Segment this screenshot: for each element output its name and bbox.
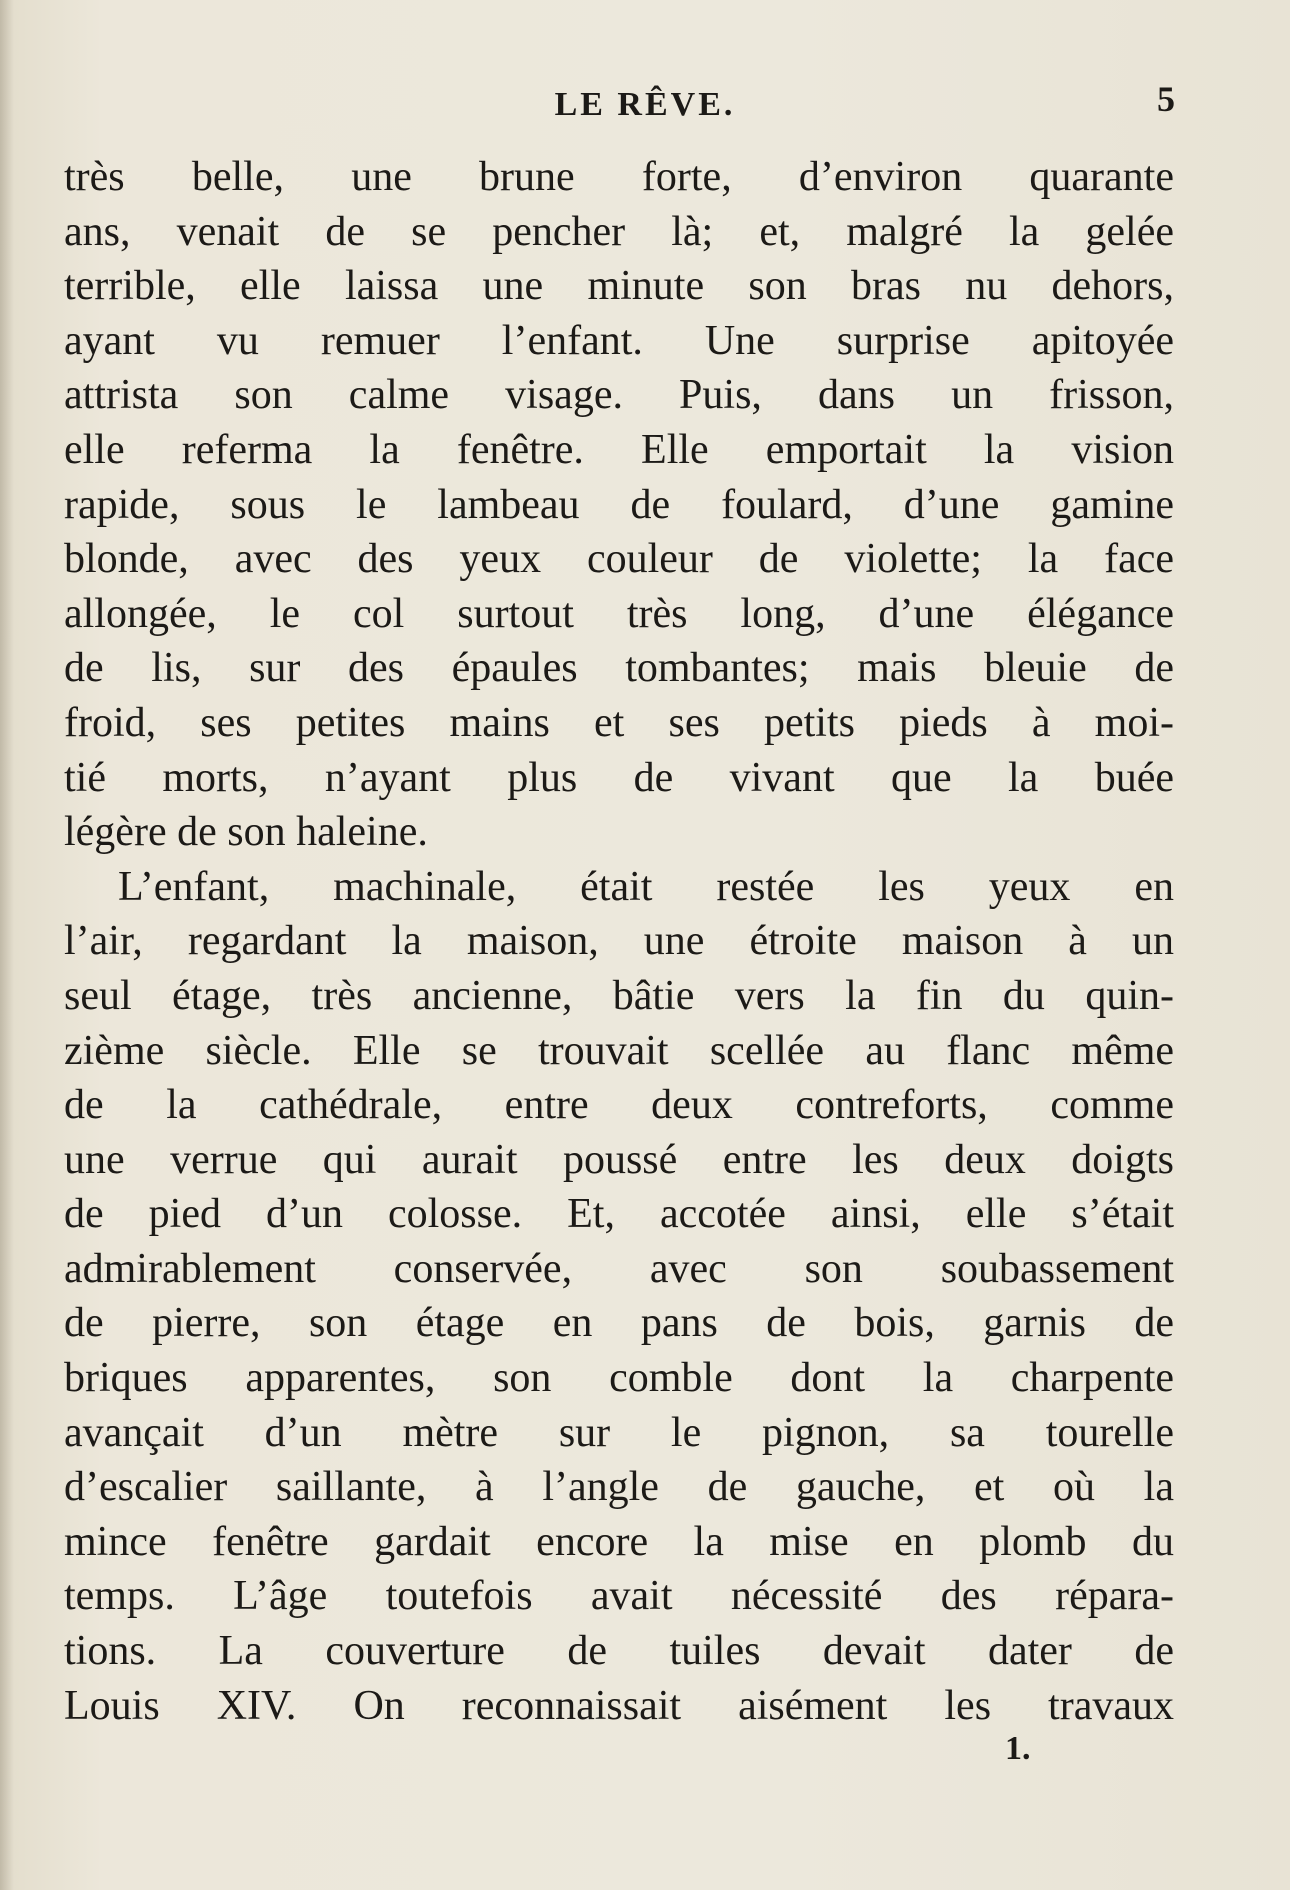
text-line: avançait d’un mètre sur le pignon, sa tourelle xyxy=(64,1409,1174,1456)
text-line: terrible, elle laissa une minute son bras nu dehors, xyxy=(64,263,1174,310)
text-line: elle referma la fenêtre. Elle emportait la vision xyxy=(64,426,1174,473)
text-line: d’escalier saillante, à l’angle de gauche, et où la xyxy=(64,1464,1174,1511)
text-line: zième siècle. Elle se trouvait scellée au flanc même xyxy=(64,1027,1174,1074)
text-line: temps. L’âge toutefois avait nécessité des répara- xyxy=(64,1573,1174,1620)
text-line: seul étage, très ancienne, bâtie vers la fin du quin- xyxy=(64,972,1174,1019)
paragraph-start-line: L’enfant, machinale, était restée les yeux en xyxy=(118,863,1174,910)
text-line: ans, venait de se pencher là; et, malgré la gelée xyxy=(64,208,1174,255)
signature-mark: 1. xyxy=(1005,1730,1031,1767)
text-line: de pierre, son étage en pans de bois, garnis de xyxy=(64,1300,1174,1347)
text-line: de la cathédrale, entre deux contreforts, comme xyxy=(64,1082,1174,1129)
text-line: très belle, une brune forte, d’environ quarante xyxy=(64,154,1174,200)
running-title: LE RÊVE. xyxy=(554,86,736,123)
body-text xyxy=(64,150,1174,1733)
text-line: l’air, regardant la maison, une étroite maison à un xyxy=(64,918,1174,965)
paragraph-end-line: légère de son haleine. xyxy=(64,809,428,856)
text-line: tions. La couverture de tuiles devait dater de xyxy=(64,1628,1174,1675)
running-head xyxy=(0,79,1290,130)
text-line: ayant vu remuer l’enfant. Une surprise apitoyée xyxy=(64,317,1174,364)
text-line: de pied d’un colosse. Et, accotée ainsi, elle s’était xyxy=(64,1191,1174,1238)
text-line: attrista son calme visage. Puis, dans un frisson, xyxy=(64,372,1174,419)
page-number: 5 xyxy=(1157,79,1175,119)
text-line: mince fenêtre gardait encore la mise en plomb du xyxy=(64,1518,1174,1565)
page-edge-shadow xyxy=(0,0,14,1890)
text-line: rapide, sous le lambeau de foulard, d’une gamine xyxy=(64,481,1174,528)
text-line: briques apparentes, son comble dont la charpente xyxy=(64,1355,1174,1402)
text-line: froid, ses petites mains et ses petits pieds à moi- xyxy=(64,699,1174,746)
text-line: de lis, sur des épaules tombantes; mais bleuie de xyxy=(64,645,1174,692)
text-line: tié morts, n’ayant plus de vivant que la buée xyxy=(64,754,1174,801)
text-line: allongée, le col surtout très long, d’une élégance xyxy=(64,590,1174,637)
text-line: Louis XIV. On reconnaissait aisément les travaux xyxy=(64,1682,1174,1729)
text-line: admirablement conservée, avec son soubassement xyxy=(64,1245,1174,1292)
text-line: blonde, avec des yeux couleur de violette; la face xyxy=(64,536,1174,583)
text-line: une verrue qui aurait poussé entre les deux doigts xyxy=(64,1136,1174,1183)
